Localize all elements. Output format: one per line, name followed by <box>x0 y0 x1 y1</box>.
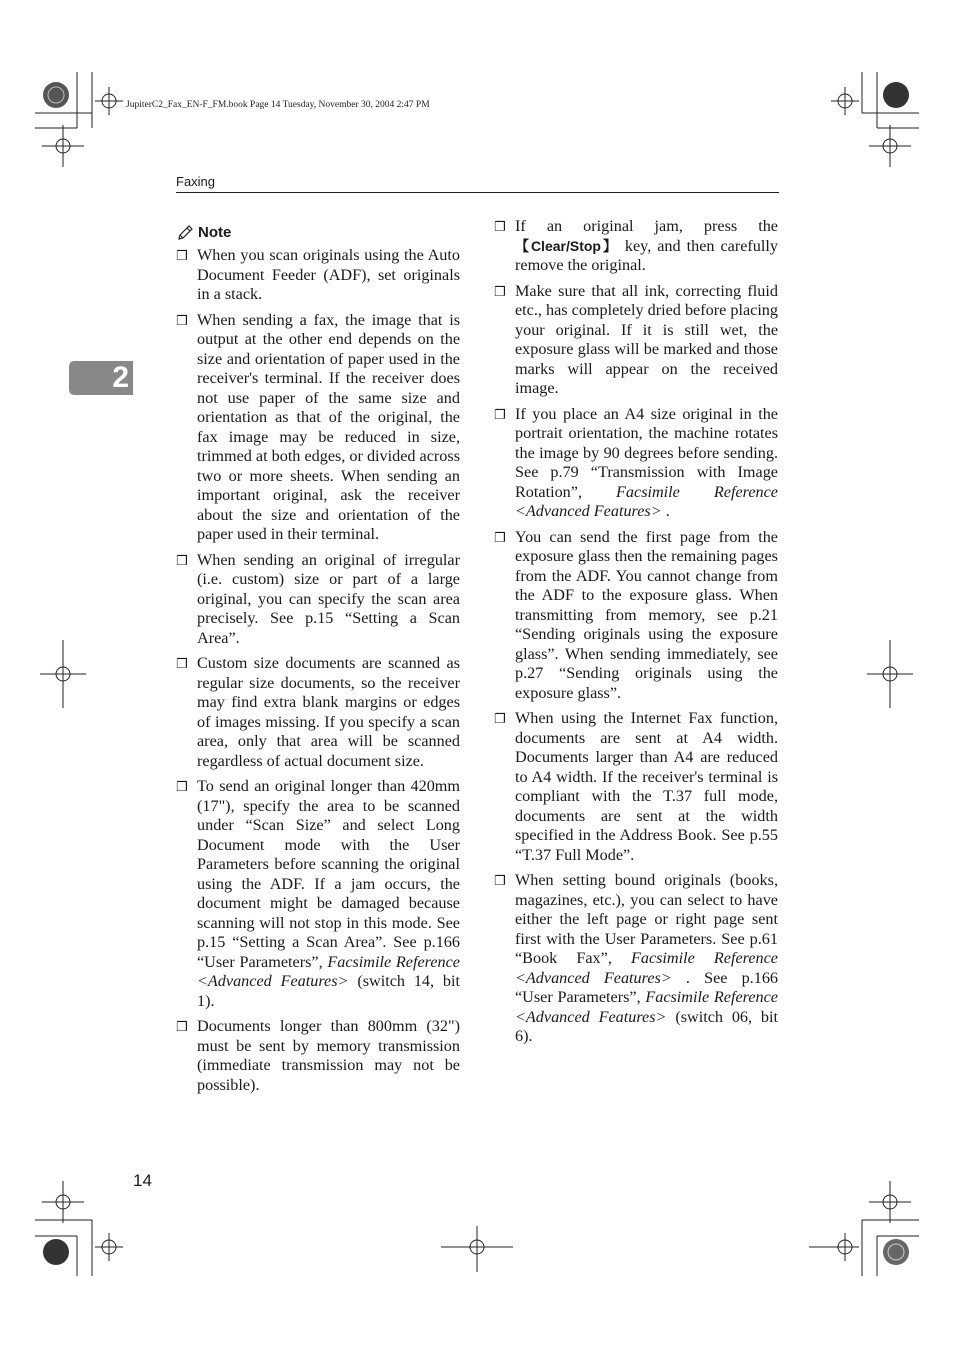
item-text: Make sure that all ink, correcting fluid etc., has completely dried before placing your original. If it is still wet, the exposure glass will be marked and those marks will appear on the received image. <box>515 281 778 397</box>
list-item <box>494 528 778 704</box>
checkbox-bullet-icon: ❒ <box>494 220 506 235</box>
file-info-line: JupiterC2_Fax_EN-F_FM.book Page 14 Tuesday, November 30, 2004 2:47 PM <box>126 100 430 110</box>
item-text: You can send the first page from the exposure glass then the remaining pages from the ADF. You cannot change from the ADF to the exposure glass. When transmitting from memory, see p.21 “Sending originals using the exposure glass”. When sending immediately, see p.27 “Sending originals using the exposure glass”. <box>515 527 778 702</box>
reference-link[interactable]: Facsimile Reference <Advanced Features> <box>515 988 778 1026</box>
item-text-tail: (switch 14, bit 1). <box>197 972 460 1010</box>
list-item <box>494 871 778 1047</box>
checkbox-bullet-icon: ❒ <box>494 712 506 727</box>
list-item <box>494 405 778 522</box>
list-item <box>176 777 460 1011</box>
item-text-post: key, and then carefully remove the original. <box>515 236 778 274</box>
list-item <box>176 1017 460 1095</box>
list-item <box>176 246 460 305</box>
list-item <box>494 709 778 865</box>
item-text-tail: (switch 06, bit 6). <box>515 1007 778 1045</box>
section-header: Faxing <box>176 174 216 189</box>
chapter-number: 2 <box>112 361 129 394</box>
item-text-tail: . <box>661 502 670 520</box>
item-text-main: To send an original longer than 420mm (17"), specify the area to be scanned under “Scan Size” and select Long Document mode with the User Parameters before scanning the original using the ADF. If a jam occurs, the document might be damaged because scanning will not stop in this mode. See p.15 “Setting a Scan Area”. See p.166 “User Parameters”, <box>197 777 460 971</box>
item-text <box>515 871 778 1047</box>
checkbox-bullet-icon: ❒ <box>176 1020 188 1035</box>
note-heading <box>176 224 231 241</box>
item-text-main: If you place an A4 size original in the portrait orientation, the machine rotates the image by 90 degrees before sending. See p.79 “Transmission with Image Rotation”, <box>515 404 778 501</box>
checkbox-bullet-icon: ❒ <box>176 249 188 264</box>
header-rule <box>176 192 779 193</box>
reference-link[interactable]: Facsimile Reference <Advanced Features> <box>515 949 778 987</box>
item-text: Documents longer than 800mm (32") must be sent by memory transmission (immediate transmission may not be possible). <box>197 1017 460 1094</box>
reference-link[interactable]: Facsimile Reference <Advanced Features> <box>197 952 460 990</box>
clear-stop-key-label: 【Clear/Stop】 <box>515 237 619 254</box>
note-label: Note <box>198 224 232 241</box>
checkbox-bullet-icon: ❒ <box>494 407 506 423</box>
left-column <box>176 246 460 1101</box>
reference-link[interactable]: Facsimile Reference <Advanced Features> <box>515 482 778 520</box>
checkbox-bullet-icon: ❒ <box>494 874 506 889</box>
item-text-main: When setting bound originals (books, magazines, etc.), you can select to have either the left page or right page sent first with the User Parameters. See p.61 “Book Fax”, <box>515 871 778 967</box>
pencil-icon <box>176 225 194 241</box>
item-text-mid: . See p.166 “User Parameters”, <box>515 968 779 1006</box>
item-text: When you scan originals using the Auto Document Feeder (ADF), set originals in a stack. <box>197 246 460 303</box>
right-column <box>494 217 778 1053</box>
item-text <box>515 217 778 276</box>
list-item <box>494 217 778 276</box>
item-text: Custom size documents are scanned as regular size documents, so the receiver may find extra blank margins or edges of images missing. If you specify a scan area, only that area will be scanned regardless of actual document size. <box>197 654 460 770</box>
item-text <box>515 405 778 522</box>
checkbox-bullet-icon: ❒ <box>494 284 506 300</box>
list-item <box>494 282 778 399</box>
checkbox-bullet-icon: ❒ <box>176 657 188 672</box>
item-text <box>197 777 460 1011</box>
checkbox-bullet-icon: ❒ <box>176 780 188 795</box>
page-number: 14 <box>133 1171 152 1190</box>
item-text: When sending an original of irregular (i.e. custom) size or part of a large original, you can specify the scan area precisely. See p.15 “Setting a Scan Area”. <box>197 550 460 647</box>
list-item <box>176 654 460 771</box>
list-item <box>176 551 460 649</box>
list-item <box>176 311 460 545</box>
item-text: When using the Internet Fax function, documents are sent at A4 width. Documents larger than A4 are reduced to A4 width. If the receiver's terminal is compliant with the T.37 full mode, documents are sent at the width specified in the Address Book. See p.55 “T.37 Full Mode”. <box>515 709 778 864</box>
checkbox-bullet-icon: ❒ <box>176 553 188 569</box>
chapter-tab <box>69 361 133 395</box>
item-text: When sending a fax, the image that is output at the other end depends on the size and orientation of paper used in the receiver's terminal. If the receiver does not use paper of the same size and orientation as that of the original, the fax image may be reduced in size, trimmed at both edges, or divided across two or more sheets. When sending an important original, ask the receiver about the size and orientation of the paper used in their terminal. <box>197 310 460 543</box>
item-text-pre: If an original jam, press the <box>515 217 778 235</box>
checkbox-bullet-icon: ❒ <box>176 313 188 329</box>
checkbox-bullet-icon: ❒ <box>494 530 506 546</box>
